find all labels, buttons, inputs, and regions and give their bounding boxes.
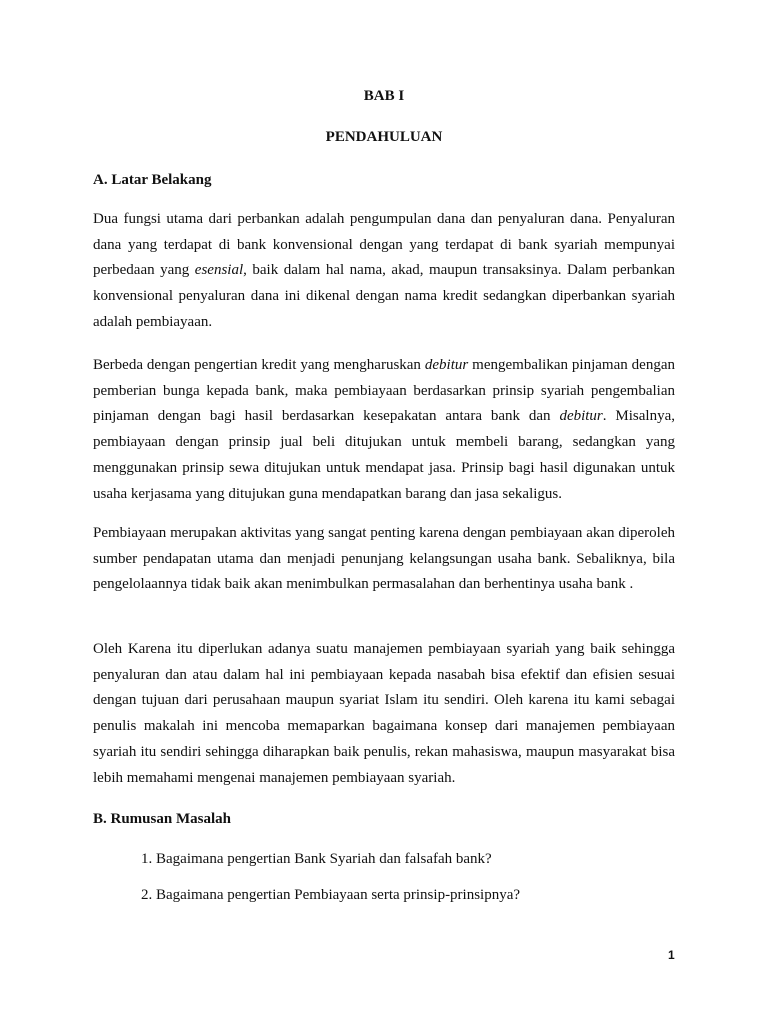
page-number: 1 <box>668 948 675 962</box>
paragraph-1: Dua fungsi utama dari perbankan adalah pengumpulan dana dan penyaluran dana. Penyaluran dana yang terdapat di bank konvensional dengan yang terdapat di bank syariah mempunyai perbedaan yang esensial, baik dalam hal nama, akad, maupun transaksinya. Dalam perbankan konvensional penyaluran dana ini dikenal dengan nama kredit sedangkan diperbankan syariah adalah pembiayaan. <box>93 211 675 330</box>
chapter-title: PENDAHULUAN <box>325 129 443 145</box>
chapter-number: BAB I <box>363 88 405 104</box>
emphasis-term: debitur <box>559 408 603 425</box>
emphasis-term: debitur <box>424 357 469 373</box>
emphasis-term: esensial <box>194 262 244 279</box>
paragraph-4: Oleh Karena itu diperlukan adanya suatu manajemen pembiayaan syariah yang baik sehingga penyaluran dan atau dalam hal ini pembiayaan kepada nasabah bisa efektif dan efisien sesuai dengan tujuan dari perusahaan maupun syariat Islam itu sendiri. Oleh karena itu kami sebagai penulis makalah ini mencoba memaparkan bagaimana konsep dari manajemen pembiayaan syariah itu sendiri sehingga diharapkan baik penulis, rekan mahasiswa, maupun masyarakat bisa lebih memahami mengenai manajemen pembiayaan syariah. <box>93 641 675 786</box>
list-item: 2. Bagaimana pengertian Pembiayaan serta prinsip-prinsipnya? <box>141 887 521 903</box>
section-b-heading: B. Rumusan Masalah <box>93 811 231 827</box>
list-item: 1. Bagaimana pengertian Bank Syariah dan falsafah bank? <box>141 851 492 867</box>
section-a-heading: A. Latar Belakang <box>93 172 212 188</box>
paragraph-2: Berbeda dengan pengertian kredit yang mengharuskan debitur mengembalikan pinjaman dengan pemberian bunga kepada bank, maka pembiayaan berdasarkan prinsip syariah pengembalian pinjaman dengan bagi hasil berdasarkan kesepakatan antara bank dan debitur. Misalnya, pembiayaan dengan prinsip jual beli ditujukan untuk membeli barang, sedangkan yang menggunakan prinsip sewa ditujukan untuk mendapat jasa. Prinsip bagi hasil digunakan untuk usaha kerjasama yang ditujukan guna mendapatkan barang dan jasa sekaligus. <box>93 357 676 502</box>
paragraph-3: Pembiayaan merupakan aktivitas yang sangat penting karena dengan pembiayaan akan diperoleh sumber pendapatan utama dan menjadi penunjang kelangsungan usaha bank. Sebaliknya, bila pengelolaannya tidak baik akan menimbulkan permasalahan dan berhentinya usaha bank . <box>93 525 675 593</box>
